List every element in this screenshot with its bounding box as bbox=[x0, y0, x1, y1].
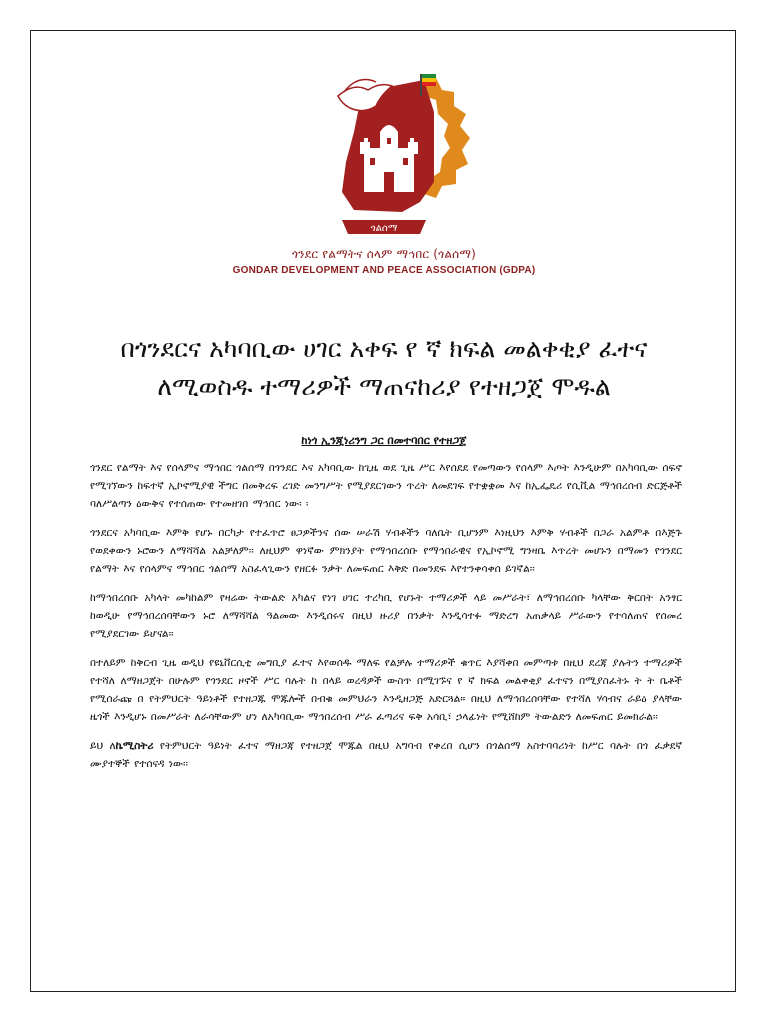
paragraph-2: ጎንደርና አካባቢው እምቅ የሆኑ በርካታ የተፈጥሮ ፀጋዎችንና ሰው ሠራሽ ሃብቶችን ባለቤት ቢሆንም እነዚህን እምቅ ሃብቶች በጋራ አልምቶ በእጅጉ የወደቀውን ኑሮውን ለማሻሻል አልቻለም፡፡ ለዚህም ዋነኛው ምክንያት የማኅበረሰቡ የማኅበራዊና የኢኮኖሚ ግንዛቤ እጥረት መሆኑን በማመን የጎንደር የልማት እና የሰላምና ማኅበር ጎልሰማ አስፈላጊውን የዘርፉ ንቃት ለመፍጠር እቅድ በመንደፍ እየተንቀሳቀሰ ይገኛል፡፡ bbox=[90, 527, 682, 575]
subject-name: ኬሚስትሪ bbox=[115, 740, 154, 752]
organization-name-english: GONDAR DEVELOPMENT AND PEACE ASSOCIATION (GDPA) bbox=[232, 265, 536, 276]
paragraph-5-prefix: ይህ ለ bbox=[90, 740, 116, 752]
paragraph-1: ጎንደር የልማት እና የሰላምና ማኅበር ጎልሰማ በጎንደር እና አካባቢው ከጊዜ ወደ ጊዜ ሥር እየሰደደ የመጣውን የሰላም እጦት እንዲሁም በአካባቢው ሰፍኖ የሚገኘውን ከፍተኛ ኢኮኖሚያዊ ችግር በመቅረፍ ረገድ መንግሥት የሚያደርገውን ጥረት ለመደገፍ የተቋቋመ እና ከኢፌዴሪ የሲቪል ማኅበረሰብ ድርጅቶች ባለሥልጣን ዕውቅና የተሰጠው የተመዘገበ ማኅበር ነው፡ ፡ bbox=[90, 462, 682, 510]
gdpa-logo bbox=[284, 52, 484, 242]
document-subtitle: ከነጎ ኢንጂነሪንግ ጋር በመተባበር የተዘጋጀ bbox=[301, 434, 467, 447]
paragraph-4: በተለይም ከቅርብ ጊዜ ወዲህ የዩኒቨርሲቲ መግቢያ ፈተና እየወሰዱ ማለፍ የልቻሉ ተማሪዎች ቁጥር እያሻቀበ መምጣቱ በዚህ ደረጃ ያሉትን ተማሪዎች የተሻለ ለማዘጋጀት በሁሉም የጎንደር ዞኖች ሥር ባሉት ከ በላይ ወረዳዎች ውስጥ በሚገኙና የ ኛ ክፍል መልቀቂያ ፈተናን በሚያስፈትኑ ት ት ቤቶች የሚሰራጩ በ የትምህርት ዓይነቶች የተዘጋጁ ሞጁሎች በብቁ መምህራን እንዲዘጋጅ አድርጓል። በዚህ ለማኅበረሰባቸው የተሻለ ሃሳብና ራይዕ ያላቸው ዜጎች እንዲሆኑ በመሥራት ለራሳቸውም ሆነ ለአካባቢው ማኅበረሰብ ሥራ ፈጣሪና ፍቅ አሳቢ፣ ኃላፊነት የሚሸከም ትውልድን ለመፍጠር ይመክራል፡፡ bbox=[90, 657, 682, 723]
body-text bbox=[90, 459, 682, 784]
paragraph-3: ከማኅበረሰቡ አካላት መካከልም የዛሬው ትውልድ አካልና የነገ ሀገር ተረካቢ የሆኑት ተማሪዎች ላይ መሥራት፣ ለማኅበረሰቡ ካላቸው ቅርበት አንፃር ከወዲሁ የማኅበረሰባቸውን ኑሮ ለማሻሻል ዓልመው እንዲሰሩና በዚህ ዙሪያ በንቃት እንዲሳተፉ ማድረግ አጠቃላይ ሥራውን የተሳለጠና የሰመረ የሚያደርገው ይሆናል፡፡ bbox=[90, 592, 682, 640]
organization-name-amharic: ጎንደር የልማትና ሰላም ማኅበር (ጎልሰማ) bbox=[291, 247, 477, 261]
paragraph-5 bbox=[90, 737, 682, 773]
title-line-1: በጎንደርና አካባቢው ሀገር አቀፍ የ ኛ ክፍል መልቀቂያ ፈተና bbox=[120, 334, 648, 363]
paragraph-5-rest: የትምህርት ዓይነት ፈተና ማዘጋጃ የተዘጋጀ ሞጁል በዚህ አግባብ የቀረበ ሲሆን በጎልሰማ አስተባባሪነት ከሥር ባሉት በጎ ፈቃደኛ ሙያተኞች የተሰናዳ ነው፡፡ bbox=[90, 740, 682, 770]
logo-badge-text: ጎልሰማ bbox=[370, 223, 398, 234]
document-title bbox=[60, 330, 708, 406]
title-line-2: ለሚወስዱ ተማሪዎች ማጠናከሪያ የተዘጋጀ ሞዱል bbox=[157, 372, 611, 401]
gondar-castle-dove-gear-logo-icon bbox=[284, 52, 484, 242]
